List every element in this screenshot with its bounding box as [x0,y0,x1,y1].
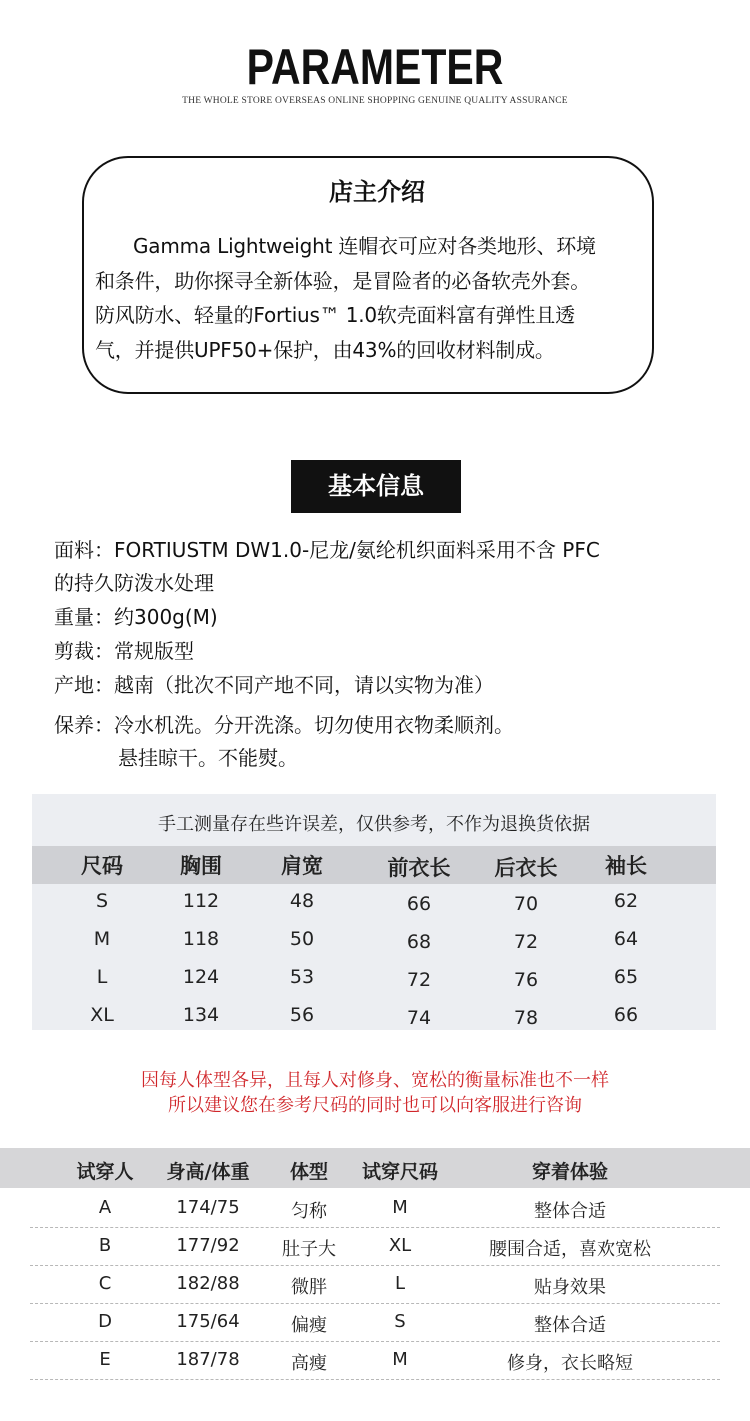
size-chart-cell: 56 [289,1004,315,1026]
try-on-cell: L [394,1273,406,1294]
try-on-cell: B [98,1235,112,1256]
advice-line: 所以建议您在参考尺码的同时也可以向客服进行咨询 [168,1095,582,1116]
size-chart-cell: S [95,890,109,912]
size-chart-cell: 68 [406,931,432,953]
try-on-header: 穿着体验 [531,1161,608,1183]
size-chart-note: 手工测量存在些许误差，仅供参考，不作为退换货依据 [158,814,590,835]
size-chart-cell: 72 [513,931,539,953]
intro-title: 店主介绍 [329,178,425,206]
try-on-header: 身高/体重 [166,1161,250,1183]
size-chart-cell: 66 [613,1004,639,1026]
size-chart-cell: 50 [289,928,315,950]
try-on-header: 试穿人 [76,1161,134,1183]
care-info-cont: 悬挂晾干。不能熨。 [118,746,298,770]
try-on-cell: XL [388,1235,412,1256]
care-info: 保养：冷水机洗。分开洗涤。切勿使用衣物柔顺剂。 [54,713,514,737]
try-on-header: 试穿尺码 [361,1161,438,1183]
size-chart-header: 尺码 [81,854,123,878]
try-on-cell: E [99,1349,111,1370]
size-chart-cell: 64 [613,928,639,950]
row-divider [30,1341,720,1342]
size-chart-cell: L [96,966,108,988]
size-chart-cell: 66 [406,893,432,915]
size-chart-cell: 70 [513,893,539,915]
row-divider [30,1265,720,1266]
origin-info: 产地：越南（批次不同产地不同，请以实物为准） [54,673,494,697]
size-chart-cell: 124 [182,966,220,988]
size-chart-header: 袖长 [605,854,647,878]
try-on-cell: 匀称 [291,1201,327,1222]
advice-line: 因每人体型各异，且每人对修身、宽松的衡量标准也不一样 [141,1070,609,1091]
size-chart-cell: XL [90,1004,114,1026]
try-on-cell: 174/75 [176,1197,240,1218]
try-on-cell: D [98,1311,112,1332]
size-chart-cell: 72 [406,969,432,991]
page-title: PARAMETER [246,39,504,95]
try-on-cell: 182/88 [176,1273,240,1294]
intro-line: 防风防水、轻量的Fortius™ 1.0软壳面料富有弹性且透 [95,303,575,327]
basic-info-label: 基本信息 [291,460,461,513]
try-on-cell: 177/92 [176,1235,240,1256]
intro-line: Gamma Lightweight 连帽衣可应对各类地形、环境 [133,234,596,258]
try-on-cell: M [392,1197,408,1218]
try-on-cell: S [394,1311,406,1332]
size-chart-cell: 112 [182,890,220,912]
try-on-cell: 187/78 [176,1349,240,1370]
weight-info: 重量：约300g(M) [54,605,218,629]
row-divider [30,1227,720,1228]
row-divider [30,1303,720,1304]
size-chart-header: 后衣长 [494,856,558,880]
try-on-cell: 整体合适 [534,1315,606,1336]
fit-info: 剪裁：常规版型 [54,639,194,663]
fabric-info-cont: 的持久防泼水处理 [54,571,214,595]
try-on-cell: 175/64 [176,1311,240,1332]
try-on-cell: 微胖 [291,1277,327,1298]
size-chart-cell: 48 [289,890,315,912]
try-on-cell: 肚子大 [282,1239,336,1260]
size-chart-header: 肩宽 [281,854,323,878]
try-on-cell: 贴身效果 [534,1277,606,1298]
try-on-cell: 修身，衣长略短 [507,1353,633,1374]
page-subtitle: THE WHOLE STORE OVERSEAS ONLINE SHOPPING GENUINE QUALITY ASSURANCE [182,96,568,106]
size-chart-header: 前衣长 [387,856,451,880]
size-chart-cell: 118 [182,928,220,950]
size-chart-cell: 78 [513,1007,539,1029]
try-on-cell: 整体合适 [534,1201,606,1222]
size-chart-header: 胸围 [180,854,222,878]
try-on-cell: 腰围合适，喜欢宽松 [489,1239,651,1260]
size-chart-cell: 76 [513,969,539,991]
try-on-cell: 偏瘦 [291,1315,327,1336]
row-divider [30,1379,720,1380]
size-chart-cell: 62 [613,890,639,912]
size-chart-cell: M [93,928,111,950]
fabric-info: 面料：FORTIUSTM DW1.0-尼龙/氨纶机织面料采用不含 PFC [54,538,600,562]
try-on-cell: A [98,1197,112,1218]
try-on-header: 体型 [289,1161,328,1183]
try-on-cell: C [98,1273,112,1294]
intro-line: 气，并提供UPF50+保护，由43%的回收材料制成。 [95,337,555,362]
size-chart-cell: 53 [289,966,315,988]
size-chart-cell: 74 [406,1007,432,1029]
size-chart-cell: 65 [613,966,639,988]
try-on-cell: 高瘦 [291,1353,327,1374]
try-on-cell: M [392,1349,408,1370]
intro-text [95,229,660,367]
intro-line: 和条件，助你探寻全新体验，是冒险者的必备软壳外套。 [95,268,590,293]
size-chart-cell: 134 [182,1004,220,1026]
